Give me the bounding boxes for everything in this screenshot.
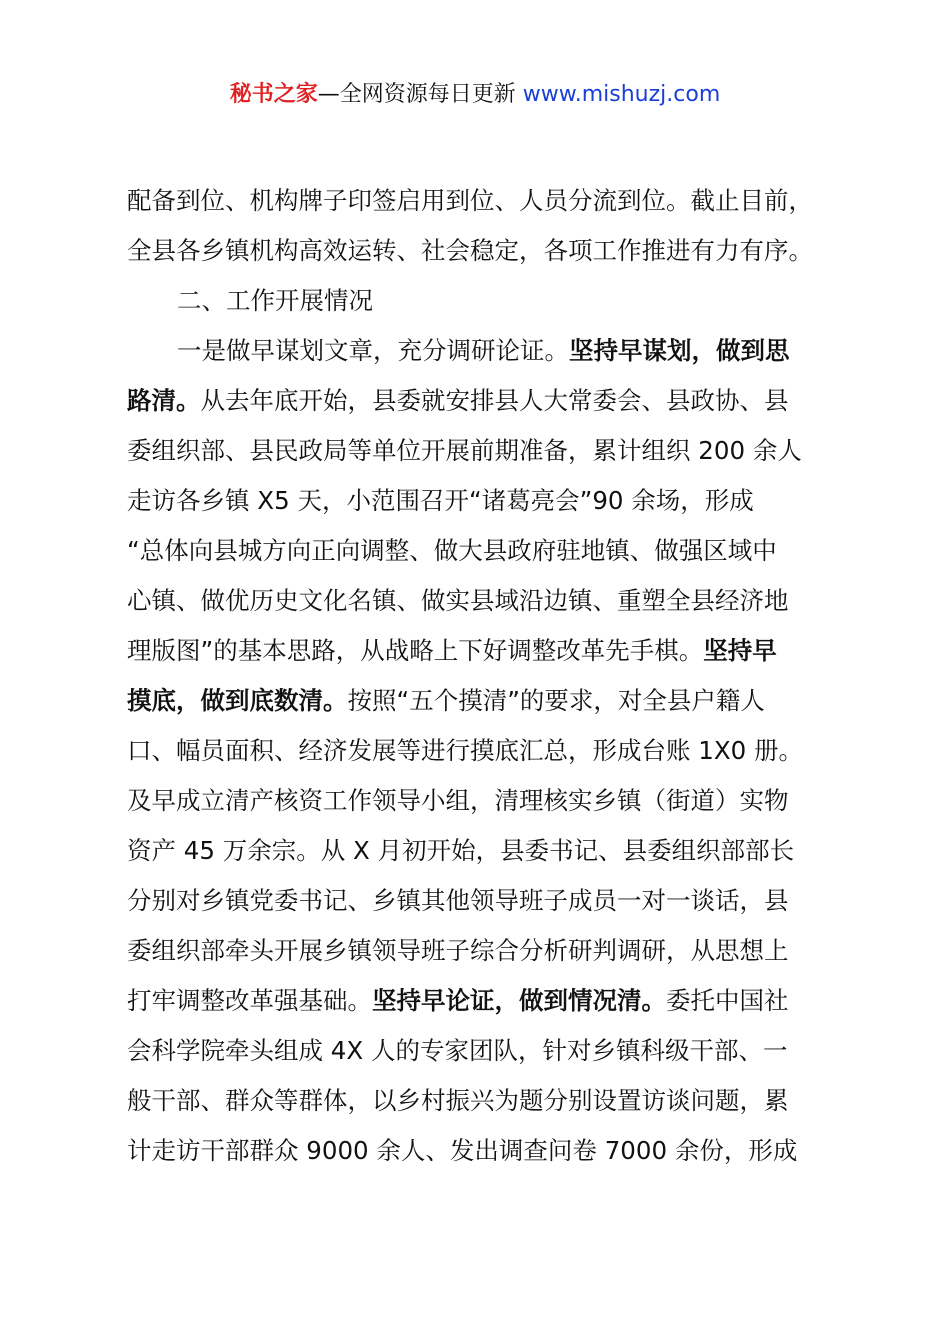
- brand-name: 秘书之家: [229, 82, 318, 107]
- bold-key-phrase: 坚持早: [703, 636, 777, 665]
- text-line: 打牢调整改革强基础。坚持早论证，做到情况清。委托中国社: [127, 986, 789, 1015]
- site-url-link[interactable]: www.mishuzj.com: [522, 82, 721, 107]
- text-line: 路清。从去年底开始，县委就安排县人大常委会、县政协、县: [127, 386, 789, 415]
- bold-key-phrase: 路清。: [127, 386, 201, 415]
- bold-key-phrase: 坚持早谋划，做到思: [569, 336, 790, 365]
- text-line: 全县各乡镇机构高效运转、社会稳定，各项工作推进有力有序。: [127, 236, 813, 265]
- text-line: 口、幅员面积、经济发展等进行摸底汇总，形成台账 1X0 册。: [127, 736, 804, 765]
- text-line: 会科学院牵头组成 4X 人的专家团队，针对乡镇科级干部、一: [127, 1036, 788, 1065]
- text-line: 配备到位、机构牌子印签启用到位、人员分流到位。截止目前，: [127, 186, 813, 215]
- bold-key-phrase: 坚持早论证，做到情况清。: [372, 986, 666, 1015]
- text-line: 摸底，做到底数清。按照“五个摸清”的要求，对全县户籍人: [127, 686, 765, 715]
- document-body: [127, 176, 847, 1176]
- header-tagline: —全网资源每日更新: [317, 82, 523, 107]
- text-line: “总体向县城方向正向调整、做大县政府驻地镇、做强区域中: [127, 536, 777, 565]
- text-line: 及早成立清产核资工作领导小组，清理核实乡镇（街道）实物: [127, 786, 789, 815]
- text-line: 分别对乡镇党委书记、乡镇其他领导班子成员一对一谈话，县: [127, 886, 789, 915]
- text-line: 计走访干部群众 9000 余人、发出调查问卷 7000 余份，形成: [127, 1136, 798, 1165]
- text-line: 般干部、群众等群体，以乡村振兴为题分别设置访谈问题，累: [127, 1086, 789, 1115]
- text-line: 委组织部、县民政局等单位开展前期准备，累计组织 200 余人: [127, 436, 802, 465]
- bold-key-phrase: 摸底，做到底数清。: [127, 686, 348, 715]
- section-heading: 二、工作开展情况: [177, 286, 373, 315]
- text-line: 委组织部牵头开展乡镇领导班子综合分析研判调研，从思想上: [127, 936, 789, 965]
- text-line: 资产 45 万余宗。从 X 月初开始，县委书记、县委组织部部长: [127, 836, 795, 865]
- text-line: 走访各乡镇 X5 天，小范围召开“诸葛亮会”90 余场，形成: [127, 486, 754, 515]
- paragraph-start: 一是做早谋划文章，充分调研论证。坚持早谋划，做到思: [177, 336, 790, 365]
- text-line: 心镇、做优历史文化名镇、做实县域沿边镇、重塑全县经济地: [127, 586, 789, 615]
- text-line: 理版图”的基本思路，从战略上下好调整改革先手棋。坚持早: [127, 636, 777, 665]
- site-header: [0, 80, 950, 110]
